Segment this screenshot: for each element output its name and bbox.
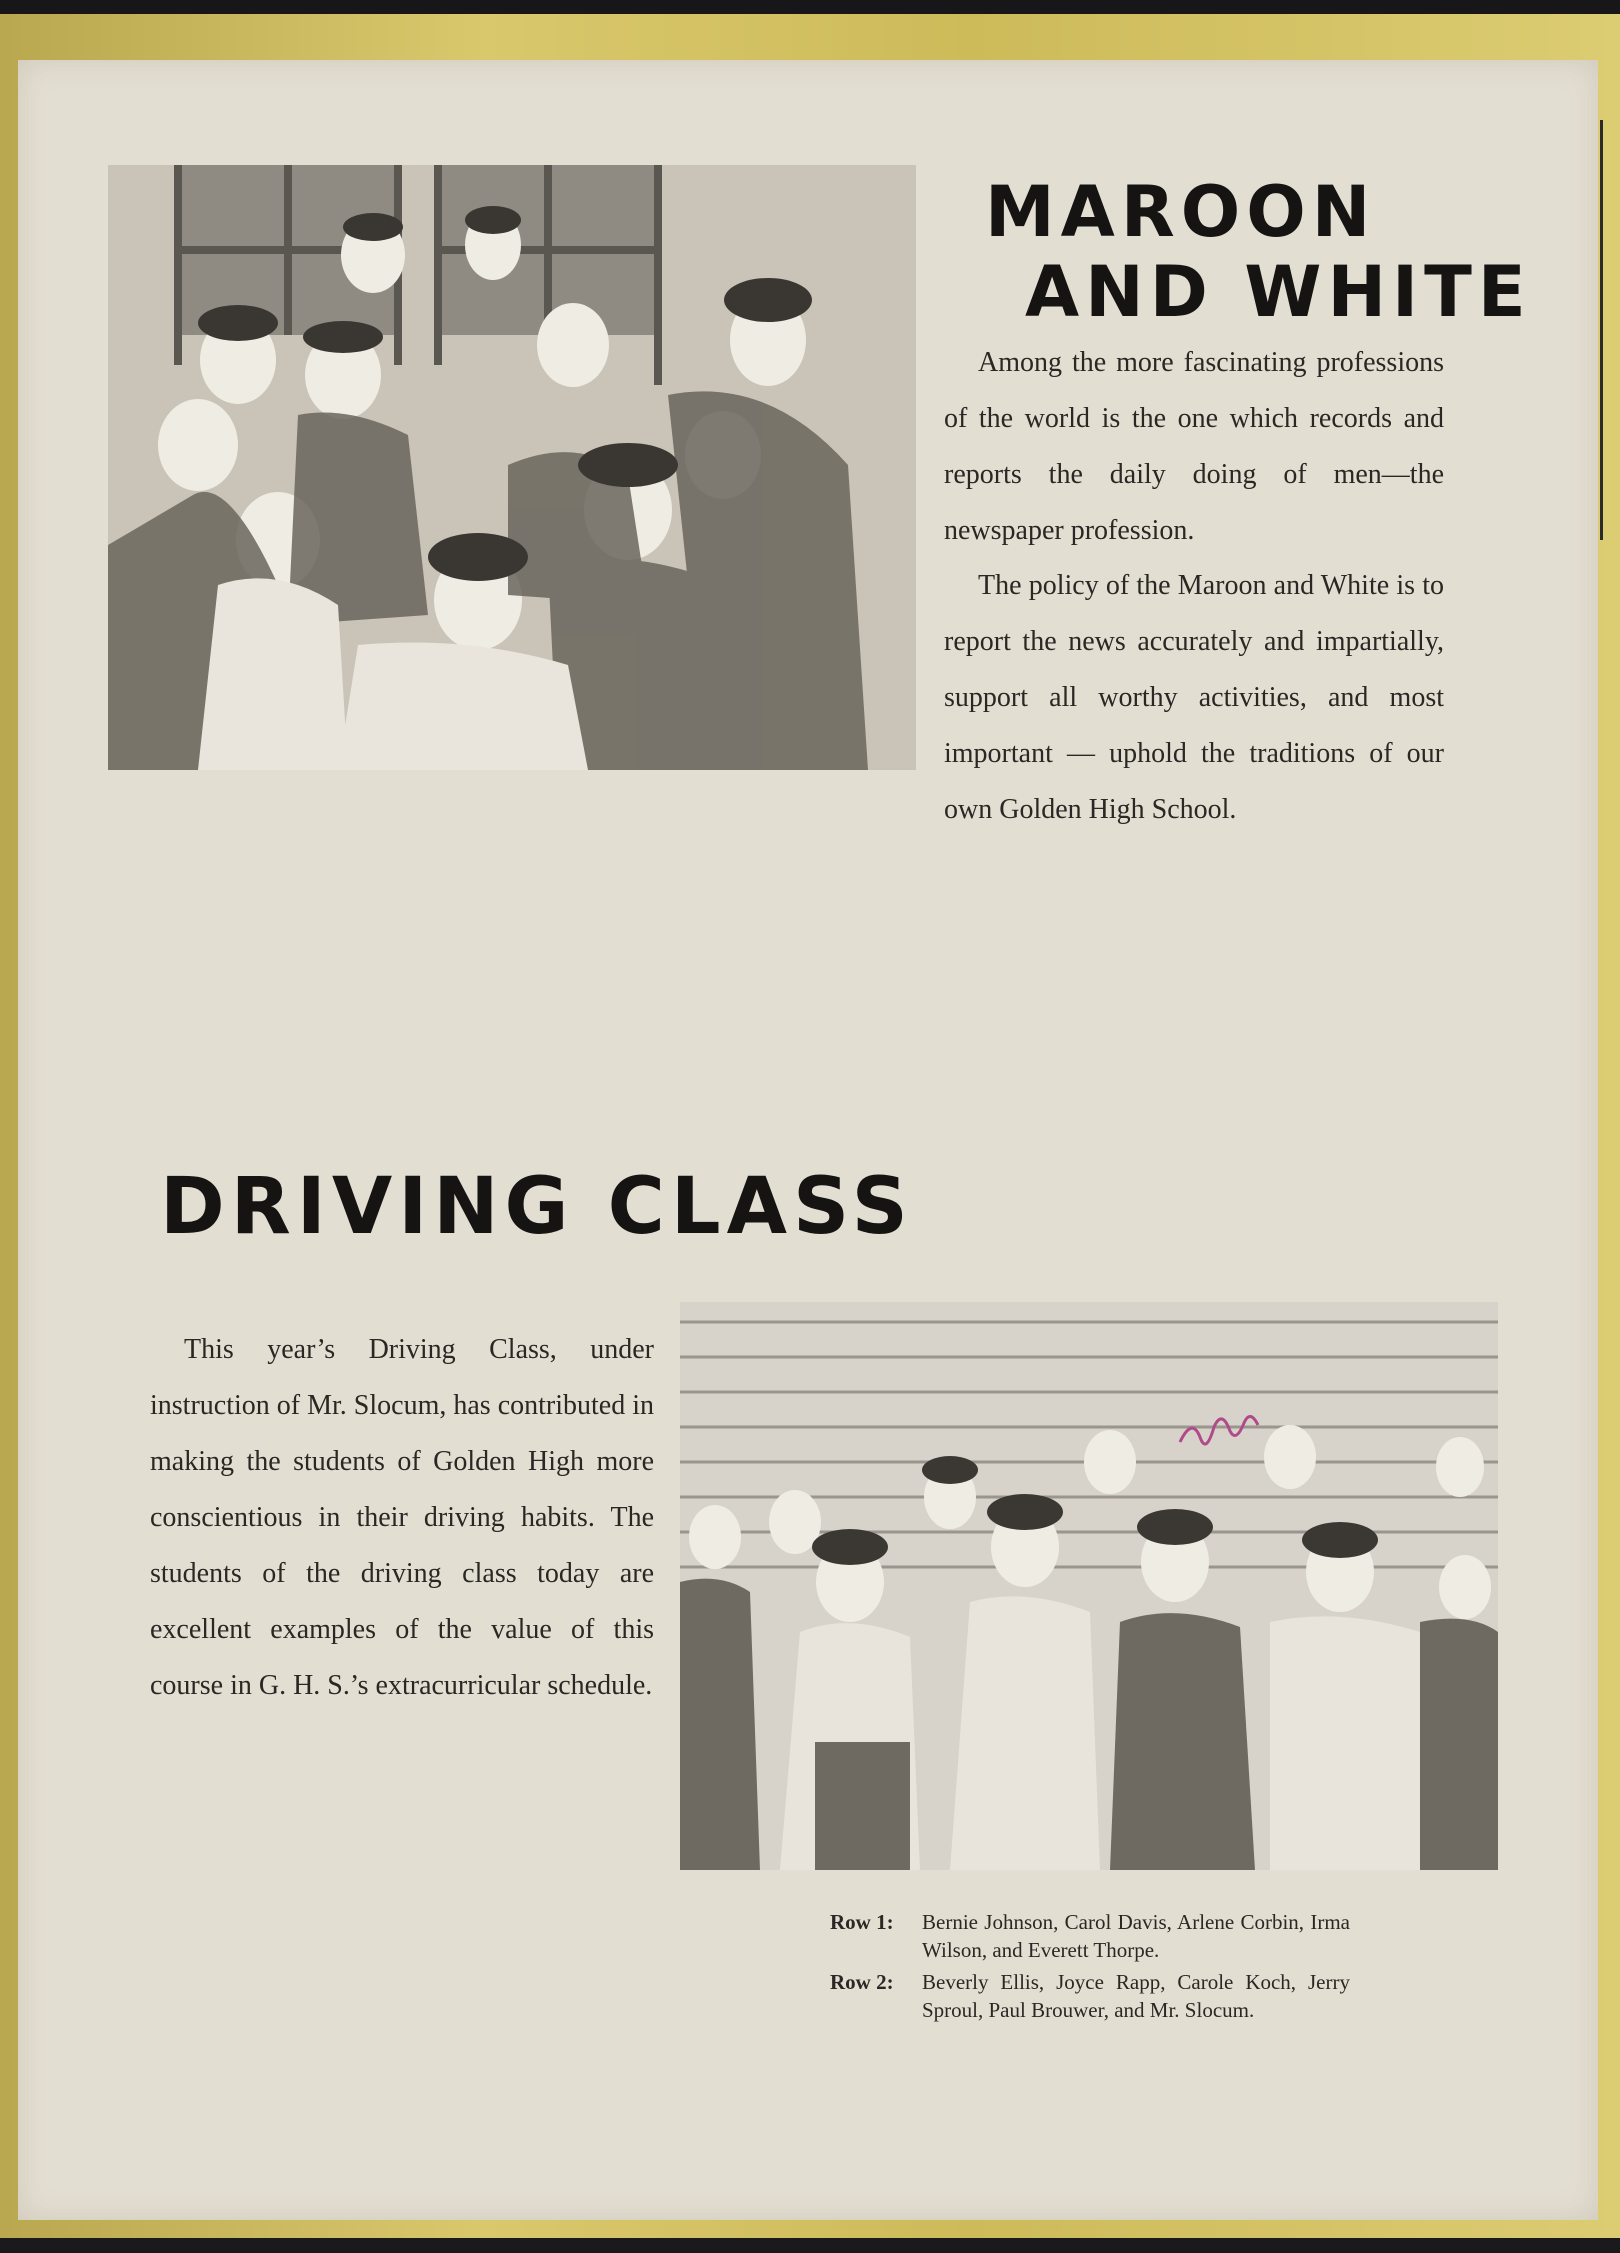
caption-row2-names: Beverly Ellis, Joyce Rapp, Carole Koch, Jerry Sproul, Paul Brouwer, and Mr. Slocum. [922, 1970, 1350, 2022]
maroon-paragraph-1: Among the more fascinating professions of the world is the one which records and reports the daily doing of men—the newspaper profession. [944, 347, 1444, 546]
caption-row2-label: Row 2: [830, 1970, 894, 1994]
driving-class-title: DRIVING CLASS [160, 1162, 914, 1252]
caption-row1-names: Bernie Johnson, Carol Davis, Arlene Corbin, Irma Wilson, and Everett Thorpe. [922, 1910, 1350, 1962]
driving-class-photo-image [680, 1302, 1498, 1870]
page-edge-line [1600, 120, 1603, 540]
driving-paragraph: This year’s Driving Class, under instruction of Mr. Slocum, has contributed in making the students of Golden High more conscientious in their driving habits. The students of the driving class today are excellent examples of the value of this course in G. H. S.’s extracurricular schedule. [150, 1334, 654, 1701]
driving-photo-caption [830, 1908, 1350, 2028]
caption-row-1 [830, 1908, 1350, 1964]
maroon-paragraph-2: The policy of the Maroon and White is to report the news accurately and impartially, support all worthy activities, and most important — uphold the traditions of our own Golden High School. [944, 570, 1444, 825]
driving-class-photo [680, 1302, 1498, 1870]
caption-row1-label: Row 1: [830, 1910, 894, 1934]
bottom-scan-border [0, 2238, 1620, 2253]
maroon-title-line1: MAROON [985, 171, 1377, 253]
caption-row-2 [830, 1968, 1350, 2024]
newspaper-staff-photo-image [108, 165, 916, 770]
maroon-title-line2: AND WHITE [1025, 251, 1532, 333]
maroon-and-white-photo [108, 165, 916, 770]
